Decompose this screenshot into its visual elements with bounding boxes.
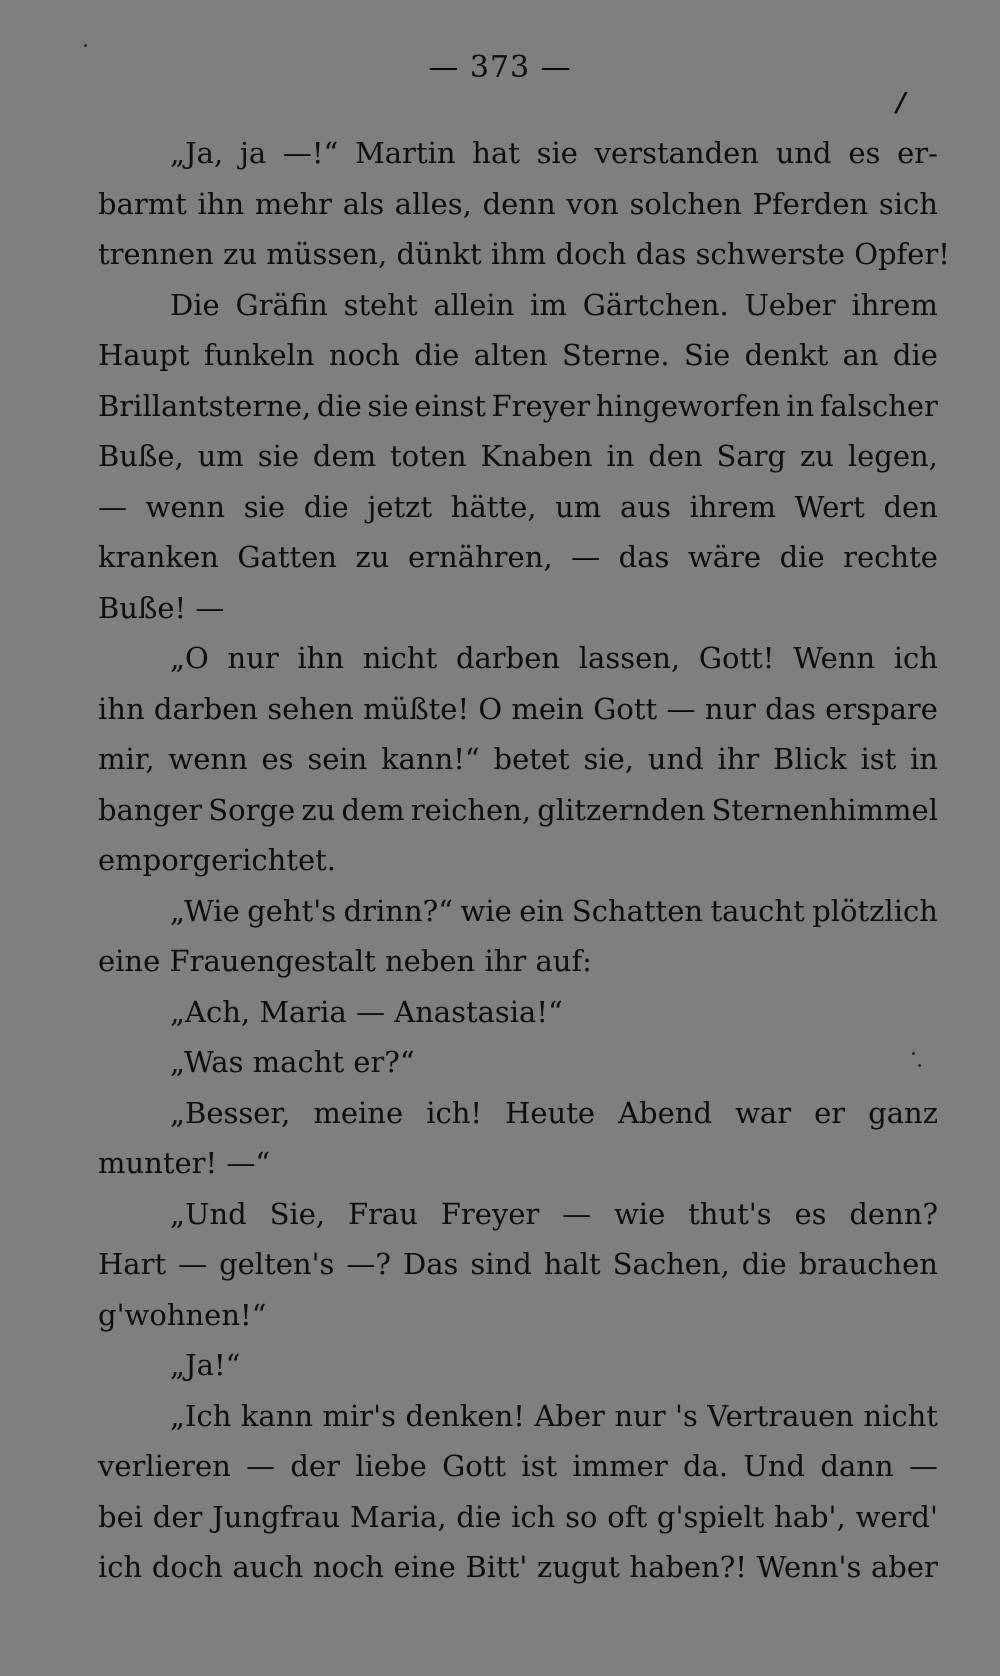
word: ihn bbox=[197, 186, 245, 221]
word: immer bbox=[572, 1449, 668, 1483]
word: ihn bbox=[98, 691, 145, 726]
word: wie bbox=[613, 1196, 666, 1231]
word: dem bbox=[341, 792, 405, 827]
word: ihrem bbox=[851, 287, 938, 322]
word: als bbox=[342, 186, 385, 221]
word: der bbox=[290, 1449, 341, 1483]
word: nur bbox=[227, 641, 279, 675]
body-text bbox=[98, 128, 950, 1593]
word: werd' bbox=[855, 1499, 938, 1534]
word: oft bbox=[607, 1499, 648, 1534]
word: und bbox=[775, 136, 832, 170]
text-line bbox=[98, 684, 938, 735]
word: sie bbox=[367, 388, 409, 423]
word: darben bbox=[153, 691, 259, 726]
text-line bbox=[98, 1189, 938, 1240]
word: Frau bbox=[347, 1196, 418, 1231]
word: ihr bbox=[717, 742, 760, 776]
word: Martin bbox=[355, 136, 456, 170]
word: Die bbox=[170, 287, 220, 322]
word: die bbox=[303, 489, 349, 524]
text-line bbox=[98, 1492, 938, 1543]
word: solchen bbox=[629, 186, 742, 221]
word: Heute bbox=[505, 1095, 596, 1130]
word: doch bbox=[151, 1550, 223, 1584]
text-line bbox=[98, 633, 938, 684]
word: es bbox=[261, 742, 294, 776]
word: so bbox=[565, 1499, 598, 1534]
print-speck bbox=[918, 1064, 921, 1067]
word: — bbox=[178, 1247, 208, 1281]
word: „Ich bbox=[170, 1398, 232, 1433]
word: den bbox=[883, 489, 938, 524]
word: und bbox=[647, 742, 704, 776]
word: funkeln bbox=[203, 338, 315, 372]
word: er- bbox=[897, 136, 938, 170]
word: noch bbox=[312, 1550, 384, 1584]
word: drinn?“ bbox=[343, 893, 454, 928]
word: nur bbox=[704, 691, 756, 726]
text-line: emporgerichtet. bbox=[98, 843, 337, 877]
word: ernähren, bbox=[408, 540, 553, 574]
word: bei bbox=[98, 1499, 144, 1534]
word: Sorge bbox=[208, 792, 296, 827]
word: brauchen bbox=[798, 1247, 938, 1281]
word: hat bbox=[472, 136, 520, 170]
page-number: — 373 — bbox=[428, 50, 572, 85]
word: ganz bbox=[868, 1095, 938, 1130]
word: sie bbox=[257, 439, 300, 473]
word: sie, bbox=[583, 742, 635, 776]
word: meine bbox=[313, 1095, 404, 1130]
word: Gott! bbox=[698, 641, 775, 675]
word: die bbox=[892, 338, 938, 372]
word: alten bbox=[473, 338, 548, 372]
text-line: Buße! — bbox=[98, 590, 225, 625]
word: Sternenhimmel bbox=[711, 792, 938, 827]
word: wenn bbox=[145, 489, 226, 524]
word: „Ja, bbox=[170, 136, 224, 170]
word: die bbox=[414, 338, 460, 372]
word: Blick bbox=[773, 742, 847, 776]
word: Vertrauen bbox=[707, 1398, 854, 1433]
text-line bbox=[98, 1088, 938, 1139]
word: — bbox=[666, 691, 696, 726]
word: Buße, bbox=[98, 439, 184, 473]
word: allein bbox=[433, 287, 515, 322]
word: — bbox=[571, 540, 601, 574]
word: Knaben bbox=[480, 439, 593, 473]
word: g'spielt bbox=[656, 1499, 765, 1534]
word: mir's bbox=[322, 1398, 396, 1433]
word: Gräfin bbox=[235, 287, 328, 322]
word: Haupt bbox=[98, 338, 190, 372]
word: zu bbox=[799, 439, 834, 473]
text-line bbox=[98, 280, 938, 331]
word: „O bbox=[170, 641, 209, 675]
word: „Besser, bbox=[170, 1095, 291, 1130]
word: Schatten bbox=[571, 893, 704, 928]
word: ist bbox=[860, 742, 897, 776]
word: hab', bbox=[774, 1499, 846, 1534]
word: plötzlich bbox=[812, 893, 938, 928]
word: toten bbox=[390, 439, 467, 473]
word: auch bbox=[232, 1550, 304, 1584]
text-line bbox=[98, 734, 938, 785]
word: ja bbox=[239, 136, 267, 170]
text-line: g'wohnen!“ bbox=[98, 1297, 267, 1332]
word: ich bbox=[893, 641, 938, 675]
text-line bbox=[98, 1239, 938, 1290]
word: verstanden bbox=[594, 136, 759, 170]
word: glitzernden bbox=[537, 792, 706, 827]
word: — bbox=[908, 1449, 938, 1483]
word: lassen, bbox=[578, 641, 681, 675]
word: Bitt' bbox=[465, 1550, 528, 1584]
margin-mark: / bbox=[896, 88, 906, 118]
word: hätte, bbox=[450, 489, 537, 524]
word: Hart bbox=[98, 1247, 167, 1281]
word: O bbox=[478, 691, 503, 726]
word: denn bbox=[482, 186, 556, 221]
text-line: „Ach, Maria — Anastasia!“ bbox=[170, 994, 563, 1029]
word: wie bbox=[460, 893, 512, 928]
word: denn? bbox=[849, 1196, 938, 1231]
text-line bbox=[98, 482, 938, 533]
print-speck bbox=[912, 1052, 915, 1055]
word: geht's bbox=[247, 893, 337, 928]
word: hingeworfen bbox=[595, 388, 781, 423]
word: um bbox=[555, 489, 602, 524]
word: den bbox=[648, 439, 703, 473]
word: in bbox=[910, 742, 938, 776]
word: darben bbox=[455, 641, 561, 675]
word: nur bbox=[614, 1398, 666, 1433]
word: ein bbox=[519, 893, 565, 928]
word: die bbox=[779, 540, 825, 574]
word: nicht bbox=[863, 1398, 938, 1433]
word: sie bbox=[243, 489, 286, 524]
word: die bbox=[741, 1247, 787, 1281]
word: dem bbox=[312, 439, 377, 473]
text-line bbox=[98, 179, 938, 230]
word: sehen bbox=[267, 691, 354, 726]
text-line bbox=[98, 128, 938, 179]
word: eine bbox=[393, 1550, 456, 1584]
word: noch bbox=[328, 338, 400, 372]
word: im bbox=[530, 287, 567, 322]
word: war bbox=[735, 1095, 792, 1130]
word: alles, bbox=[394, 186, 472, 221]
word: dann bbox=[820, 1449, 894, 1483]
text-line: eine Frauengestalt neben ihr auf: bbox=[98, 944, 592, 978]
word: rechte bbox=[843, 540, 938, 574]
word: müßte! bbox=[363, 691, 470, 726]
text-line: „Was macht er?“ bbox=[170, 1045, 415, 1079]
word: halt bbox=[543, 1247, 601, 1281]
word: Sarg bbox=[716, 439, 787, 473]
word: steht bbox=[343, 287, 418, 322]
word: das bbox=[765, 691, 816, 726]
word: denkt bbox=[744, 338, 829, 372]
word: Gott bbox=[593, 691, 658, 726]
word: zugut bbox=[536, 1550, 620, 1584]
word: — bbox=[98, 489, 127, 524]
word: betet bbox=[493, 742, 570, 776]
word: wenn bbox=[168, 742, 248, 776]
word: in bbox=[786, 388, 815, 423]
word: da. bbox=[683, 1449, 729, 1483]
word: mir, bbox=[98, 742, 155, 776]
word: wäre bbox=[687, 540, 762, 574]
word: Pferden bbox=[752, 186, 869, 221]
word: „Wie bbox=[170, 893, 240, 928]
text-line bbox=[98, 532, 938, 583]
text-line bbox=[98, 381, 938, 432]
word: Sie bbox=[683, 338, 731, 372]
word: Maria, bbox=[350, 1499, 447, 1534]
word: Wenn's bbox=[756, 1550, 862, 1584]
word: Und bbox=[743, 1449, 806, 1483]
word: von bbox=[566, 186, 619, 221]
text-line bbox=[98, 1441, 938, 1492]
word: es bbox=[848, 136, 881, 170]
word: Freyer bbox=[491, 388, 591, 423]
word: falscher bbox=[819, 388, 938, 423]
text-line: trennen zu müssen, dünkt ihm doch das schwerste Opfer! bbox=[98, 237, 950, 271]
word: das bbox=[618, 540, 670, 574]
word: Sachen, bbox=[612, 1247, 730, 1281]
word: ist bbox=[521, 1449, 558, 1483]
word: kranken bbox=[98, 540, 219, 574]
word: ich bbox=[98, 1550, 143, 1584]
word: kann!“ bbox=[381, 742, 480, 776]
word: —!“ bbox=[282, 136, 339, 170]
word: liebe bbox=[355, 1449, 427, 1483]
word: nicht bbox=[362, 641, 438, 675]
word: sie bbox=[536, 136, 578, 170]
word: gelten's bbox=[219, 1247, 335, 1281]
word: ich bbox=[511, 1499, 556, 1534]
word: zu bbox=[355, 540, 390, 574]
word: Gatten bbox=[237, 540, 337, 574]
text-line bbox=[98, 431, 938, 482]
print-speck bbox=[84, 44, 87, 47]
word: — bbox=[246, 1449, 276, 1483]
word: ich! bbox=[426, 1095, 483, 1130]
word: denken! bbox=[405, 1398, 525, 1433]
word: Wenn bbox=[793, 641, 876, 675]
word: der bbox=[152, 1499, 203, 1534]
word: Freyer bbox=[440, 1196, 540, 1231]
word: —? bbox=[346, 1247, 391, 1281]
word: Brillantsterne, bbox=[98, 388, 312, 423]
word: aber bbox=[871, 1550, 938, 1584]
word: erspare bbox=[825, 691, 938, 726]
word: die bbox=[456, 1499, 502, 1534]
word: mein bbox=[511, 691, 585, 726]
word: Aber bbox=[534, 1398, 605, 1433]
word: Wert bbox=[794, 489, 865, 524]
word: um bbox=[197, 439, 244, 473]
word: ihn bbox=[297, 641, 345, 675]
text-line bbox=[98, 1391, 938, 1442]
word: jetzt bbox=[367, 489, 433, 524]
word: haben?! bbox=[629, 1550, 747, 1584]
word: Sie, bbox=[269, 1196, 326, 1231]
word: barmt bbox=[98, 186, 187, 221]
word: taucht bbox=[710, 893, 805, 928]
word: Abend bbox=[618, 1095, 713, 1130]
text-line bbox=[98, 785, 938, 836]
word: es bbox=[794, 1196, 827, 1231]
text-line: munter! —“ bbox=[98, 1146, 271, 1180]
word: Gott bbox=[442, 1449, 506, 1483]
word: Gärtchen. bbox=[582, 287, 729, 322]
word: er bbox=[814, 1095, 846, 1130]
word: verlieren bbox=[98, 1449, 231, 1483]
word: 's bbox=[675, 1398, 698, 1433]
text-line bbox=[98, 1542, 938, 1593]
word: reichen, bbox=[410, 792, 532, 827]
word: sind bbox=[470, 1247, 532, 1281]
word: „Und bbox=[170, 1196, 247, 1231]
text-line bbox=[98, 330, 938, 381]
word: in bbox=[606, 439, 635, 473]
word: mehr bbox=[254, 186, 333, 221]
word: legen, bbox=[847, 439, 938, 473]
word: an bbox=[842, 338, 879, 372]
word: Jungfrau bbox=[212, 1499, 341, 1534]
word: — bbox=[562, 1196, 592, 1231]
word: zu bbox=[301, 792, 336, 827]
word: banger bbox=[98, 792, 203, 827]
word: Ueber bbox=[744, 287, 836, 322]
text-line: „Ja!“ bbox=[170, 1348, 241, 1382]
word: sich bbox=[878, 186, 938, 221]
word: einst bbox=[414, 388, 486, 423]
word: Sterne. bbox=[562, 338, 670, 372]
word: die bbox=[316, 388, 362, 423]
word: aus bbox=[619, 489, 671, 524]
word: sein bbox=[307, 742, 368, 776]
word: kann bbox=[240, 1398, 314, 1433]
word: ihrem bbox=[689, 489, 776, 524]
word: thut's bbox=[688, 1196, 772, 1231]
word: Das bbox=[402, 1247, 459, 1281]
text-line bbox=[98, 886, 938, 937]
